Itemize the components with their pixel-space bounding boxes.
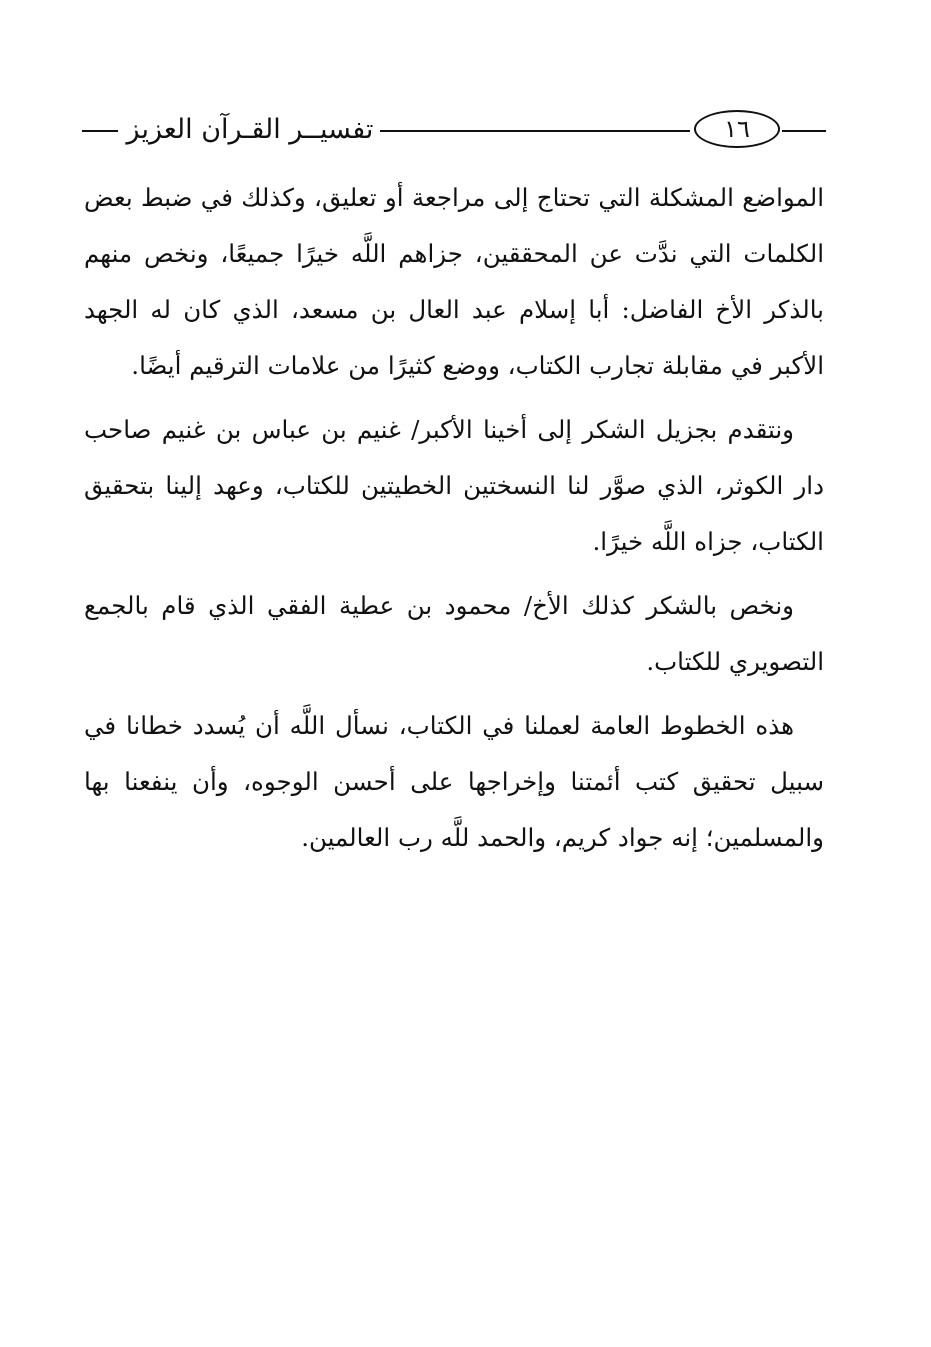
header-rule-middle <box>380 130 690 132</box>
header-rule-left <box>82 130 118 132</box>
paragraph-2: ونتقدم بجزيل الشكر إلى أخينا الأكبر/ غنيم بن عباس بن غنيم صاحب دار الكوثر، الذي صوَّر لنا النسختين الخطيتين للكتاب، وعهد إلينا بتحقيق الكتاب، جزاه اللَّه خيرًا. <box>84 415 824 556</box>
paragraph-1: المواضع المشكلة التي تحتاج إلى مراجعة أو تعليق، وكذلك في ضبط بعض الكلمات التي ندَّت عن المحققين، جزاهم اللَّه خيرًا جميعًا، ونخص منهم بالذكر الأخ الفاضل: أبا إسلام عبد العال بن مسعد، الذي كان له الجهد الأكبر في مقابلة تجارب الكتاب، ووضع كثيرًا من علامات الترقيم أيضًا. <box>84 183 824 380</box>
paragraph-4: هذه الخطوط العامة لعملنا في الكتاب، نسأل اللَّه أن يُسدد خطانا في سبيل تحقيق كتب أئمتنا وإخراجها على أحسن الوجوه، وأن ينفعنا بها والمسلمين؛ إنه جواد كريم، والحمد للَّه رب العالمين. <box>84 711 824 852</box>
running-header <box>82 108 826 154</box>
body-text <box>84 170 824 874</box>
paragraph-3: ونخص بالشكر كذلك الأخ/ محمود بن عطية الفقي الذي قام بالجمع التصويري للكتاب. <box>84 591 824 676</box>
header-rule-right <box>782 130 826 132</box>
header-title: تفسيــر القـرآن العزيز <box>126 114 374 145</box>
page-number: ١٦ <box>694 110 780 148</box>
